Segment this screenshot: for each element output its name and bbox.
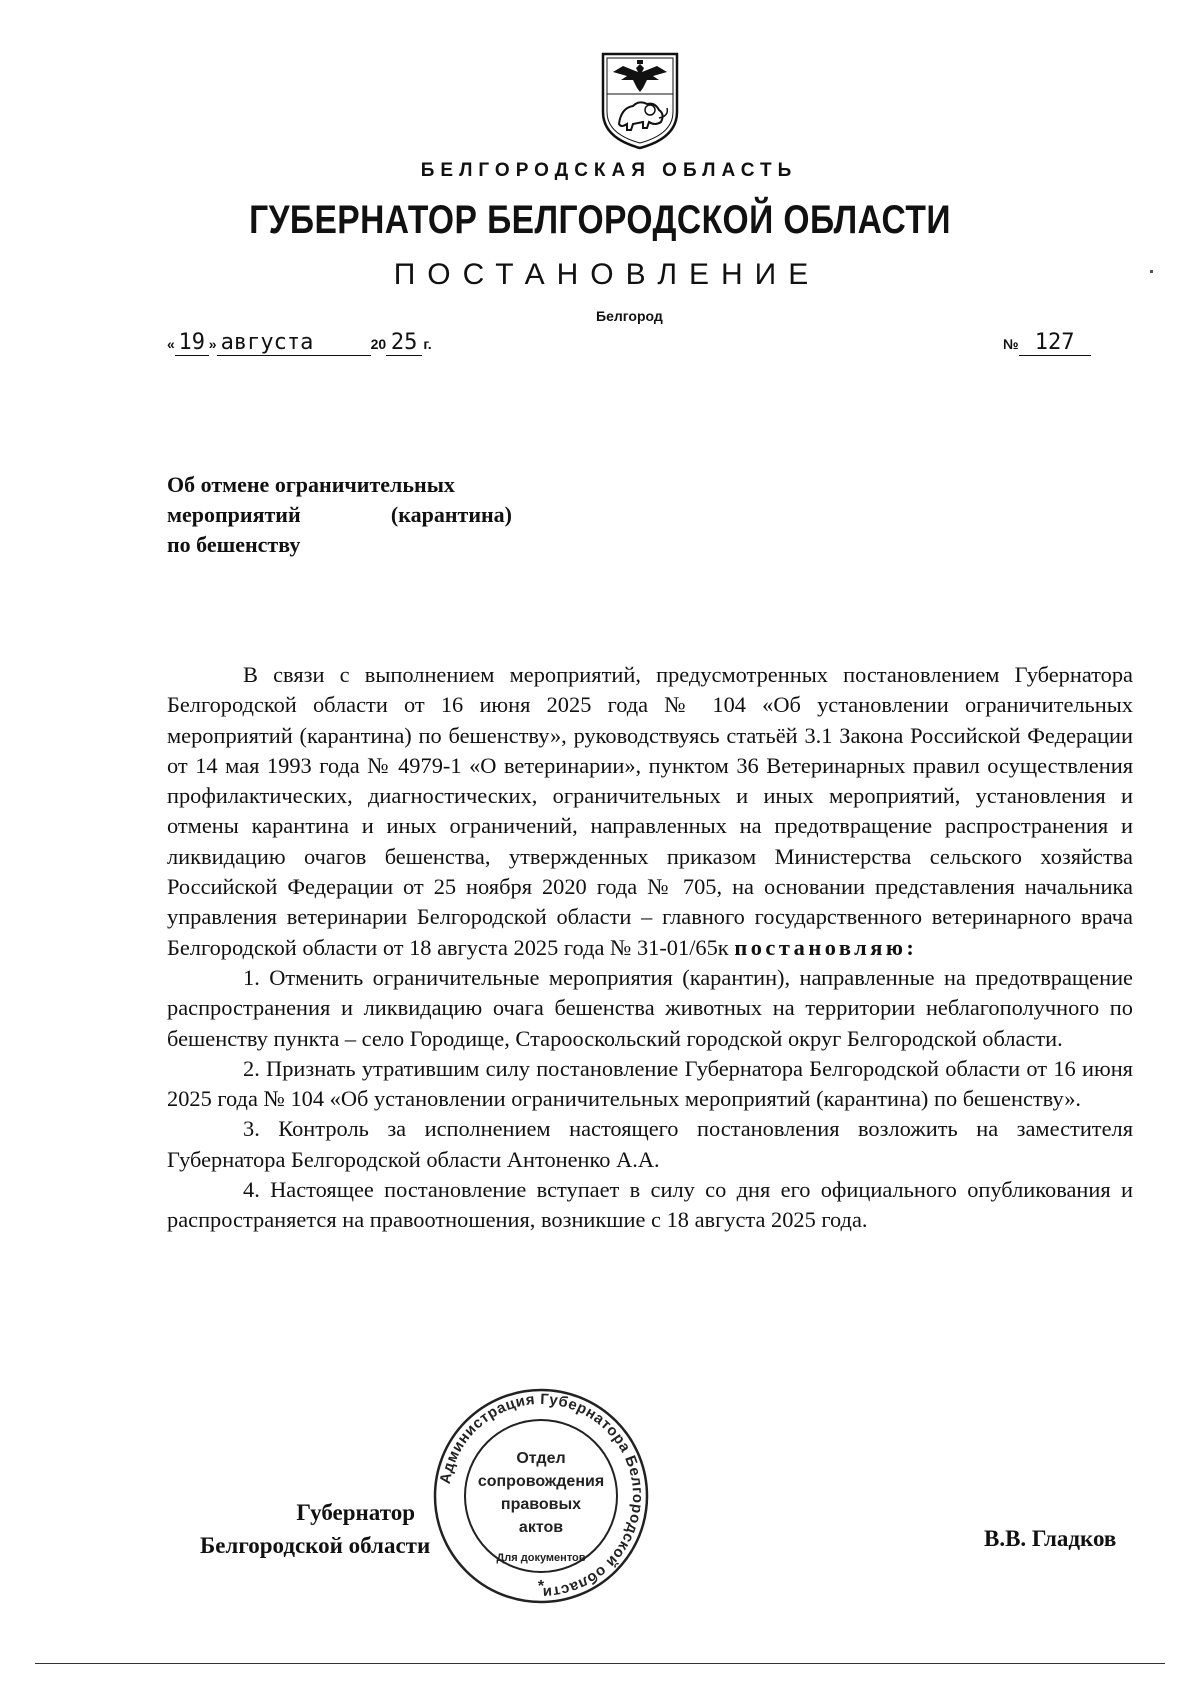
body-item: 3. Контроль за исполнением настоящего постановления возложить на заместителя Губернатора Белгородской области Антоненко А.А. <box>167 1116 1133 1172</box>
stamp-inner-line: правовых <box>500 1496 582 1513</box>
number-value: 127 <box>1019 330 1091 356</box>
stamp-outer-text: Администрация Губернатора Белгородской области <box>436 1390 647 1602</box>
subject-line: мероприятий (карантина) <box>167 502 512 527</box>
date-month: августа <box>217 330 371 356</box>
official-stamp <box>430 1385 652 1607</box>
date-year-prefix: 20 <box>370 336 387 352</box>
document-type: ПОСТАНОВЛЕНИЕ <box>393 258 821 291</box>
date-open-quote: « <box>167 336 175 352</box>
document-body <box>167 660 1133 1236</box>
number-label: № <box>1003 336 1019 352</box>
stamp-bottom-text: Для документов <box>496 1552 586 1564</box>
signatory-position <box>200 1496 431 1562</box>
body-item: 2. Признать утратившим силу постановление Губернатора Белгородской области от 16 июня 2025 года № 104 «Об установлении ограничительных мероприятий (карантина) по бешенству». <box>167 1055 1133 1112</box>
preamble-text: В связи с выполнением мероприятий, предусмотренных постановлением Губернатора Белгородской области от 16 июня 2025 года № 104 «Об установлении ограничительных мероприятий (карантина) по бешенству», руководствуясь статьёй 3.1 Закона Российской Федерации от 14 мая 1993 года № 4979-1 «О ветеринарии», пунктом 36 Ветеринарных правил осуществления профилактических, диагностических, ограничительных и иных мероприятий, установления и отмены карантина и иных ограничений, направленных на предотвращение распространения и ликвидацию очагов бешенства, утвержденных приказом Министерства сельского хозяйства Российской Федерации от 25 ноября 2020 года № 705, на основании представления начальника управления ветеринарии Белгородской области – главного государственного ветеринарного врача Белгородской области от 18 августа 2025 года № 31-01/65к <box>167 662 1133 960</box>
signatory-name: В.В. Гладков <box>984 1526 1117 1551</box>
city-name: Белгород <box>596 308 663 324</box>
scan-speck <box>1150 270 1153 273</box>
subject-line: Об отмене ограничительных <box>167 472 455 497</box>
document-number <box>1003 330 1091 356</box>
position-line: Губернатор <box>296 1500 415 1525</box>
date-close-quote: » <box>208 336 217 352</box>
date-year-unit: г. <box>423 336 432 352</box>
stamp-inner-line: сопровождения <box>477 1473 605 1490</box>
subject-line: по бешенству <box>167 532 301 557</box>
decree-word: постановляю: <box>734 934 918 960</box>
position-line: Белгородской области <box>200 1533 431 1558</box>
stamp-inner-line: актов <box>518 1519 564 1536</box>
document-subject <box>167 470 512 560</box>
stamp-star: * <box>537 1578 545 1595</box>
issuer-title: ГУБЕРНАТОР БЕЛГОРОДСКОЙ ОБЛАСТИ <box>249 198 951 242</box>
region-name: БЕЛГОРОДСКАЯ ОБЛАСТЬ <box>420 160 798 181</box>
date-day: 19 <box>175 330 209 356</box>
coat-of-arms-icon <box>597 50 683 150</box>
body-item: 1. Отменить ограничительные мероприятия (карантин), направленные на предотвращение распространения и ликвидацию очага бешенства животных на территории неблагополучного по бешенству пункта – село Городище, Старооскольский городской округ Белгородской области. <box>167 964 1133 1051</box>
body-item: 4. Настоящее постановление вступает в силу со дня его официального опубликования и распространяется на правоотношения, возникшие с 18 августа 2025 года. <box>167 1177 1133 1233</box>
footer-rule <box>35 1663 1165 1664</box>
date-year-suffix: 25 <box>386 330 422 356</box>
document-date <box>167 330 432 356</box>
body-preamble <box>167 660 1133 963</box>
stamp-inner-line: Отдел <box>516 1450 566 1467</box>
